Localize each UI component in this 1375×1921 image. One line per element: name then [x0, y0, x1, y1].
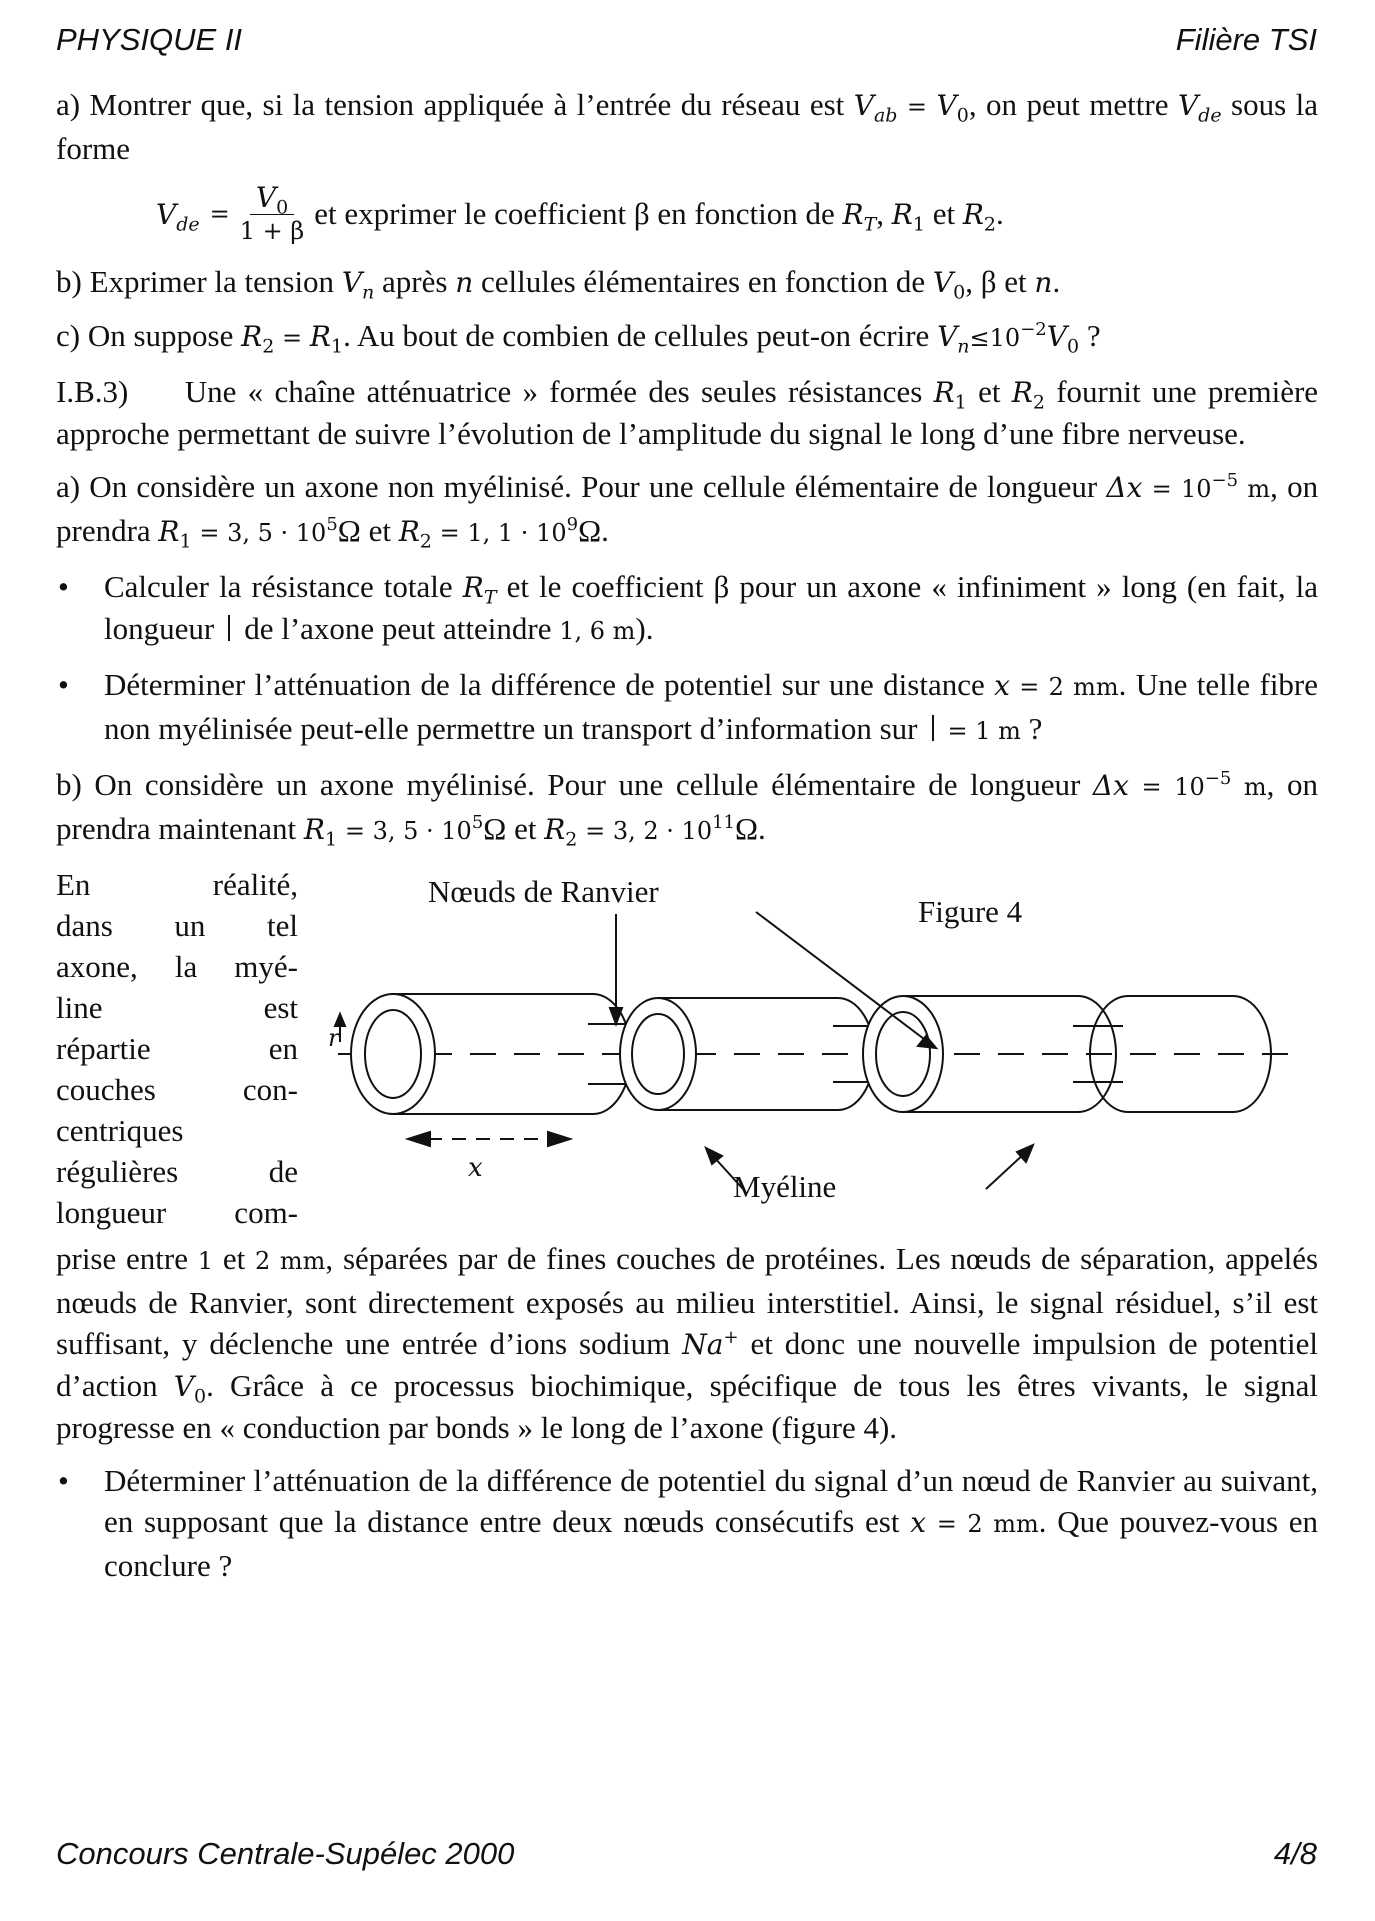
header-right: Filière TSI: [1175, 22, 1317, 57]
question-b: b) Exprimer la tension $V_n$ après n cellules élémentaires en fonction de $V_0$, β et n.: [56, 264, 1061, 304]
myelin-label: Myéline: [733, 1169, 837, 1204]
myelin-arrow-left-head: [706, 1148, 722, 1164]
question-a: a) Montrer que, si la tension appliquée à l’entrée du réseau est $V_{ab} = V_0$, on peut mettre $V_{de}$ sous la forme: [56, 87, 1318, 166]
figure-4-axon-diagram: [298, 864, 1318, 1238]
footer-left: Concours Centrale-Supélec 2000: [56, 1836, 515, 1871]
figure-section: [56, 864, 1318, 1238]
node-arrow-1-head: [610, 1008, 622, 1024]
part-a: a) On considère un axone non myélinisé. Pour une cellule élémentaire de longueur $\Delta x = 10^{-5}$ m, on prendra $R_1 = 3$, $5 \cdot 10^5\Omega$ et $R_2 = 1$, $1 \cdot 10^9\Omega$.: [56, 469, 1319, 553]
myelin-segment-3: [863, 996, 1116, 1112]
x-label: x: [468, 1153, 483, 1183]
node-arrow-2: [756, 912, 928, 1042]
nodes-label: Nœuds de Ranvier: [428, 874, 659, 909]
figure-title: Figure 4: [918, 894, 1023, 929]
length-symbol: [932, 715, 934, 741]
bullet-1: • Calculer la résistance totale $R_T$ et le coefficient β pour un axone « infiniment » long (en fait, la longueur de l’axone peut atteindre 1, 6 m).: [58, 569, 1319, 646]
bullet-2: • Déterminer l’atténuation de la différence de potentiel sur une distance x = 2 mm. Une telle fibre non myélinisée peut-elle permettre un transport d’information sur = 1 m ?: [58, 667, 1319, 746]
header-left: PHYSIQUE II: [56, 22, 243, 57]
x-arrow-left-head: [408, 1132, 430, 1146]
x-arrow-right-head: [548, 1132, 570, 1146]
page-body: [56, 84, 1318, 1598]
question-c: c) On suppose $R_2 = R_1$. Au bout de combien de cellules peut-on écrire $V_n\le 10^{-2}V_0$ ?: [56, 318, 1101, 358]
equation-vde: $V_{de}$ = $\frac{V_0}{1 + \beta}$ et exprimer le coefficient β en fonction de $R_T$, $R_1$ et $R_2$.: [156, 181, 1004, 245]
part-b: b) On considère un axone myélinisé. Pour une cellule élémentaire de longueur $\Delta x = 10^{-5}$ m, on prendra maintenant $R_1 = 3$, $5 \cdot 10^5\Omega$ et $R_2 = 3$, $2 \cdot 10^{11}\Omega$.: [56, 767, 1318, 851]
length-symbol: [228, 615, 230, 641]
footer-right: 4/8: [1273, 1836, 1317, 1871]
myelin-arrow-right: [986, 1152, 1026, 1189]
side-text: En réalité, dans un tel axone, la myé- line est répartie en couches con- centriques régulières de longueur com-: [56, 867, 298, 1230]
r-label: r: [328, 1024, 340, 1052]
ranvier-paragraph: prise entre 1 et 2 mm, séparées par de fines couches de protéines. Les nœuds de séparation, appelés nœuds de Ranvier, sont directement exposés au milieu interstitiel. Ainsi, le signal résiduel, s’il est suffisant, y déclenche une entrée d’ions sodium Na+ et donc une nouvelle impulsion de potentiel d’action $V_0$. Grâce à ce processus biochimique, spécifique de tous les êtres vivants, le signal progresse en « conduction par bonds » le long de l’axone (figure 4).: [56, 1241, 1319, 1445]
bullet-3: • Déterminer l’atténuation de la différence de potentiel du signal d’un nœud de Ranvier au suivant, en supposant que la distance entre deux nœuds consécutifs est x = 2 mm. Que pouvez-vous en conclure ?: [58, 1463, 1319, 1583]
section-ib3: I.B.3) Une « chaîne atténuatrice » formée des seules résistances $R_1$ et $R_2$ fournit une première approche permettant de suivre l’évolution de l’amplitude du signal le long d’une fibre nerveuse.: [56, 374, 1319, 451]
